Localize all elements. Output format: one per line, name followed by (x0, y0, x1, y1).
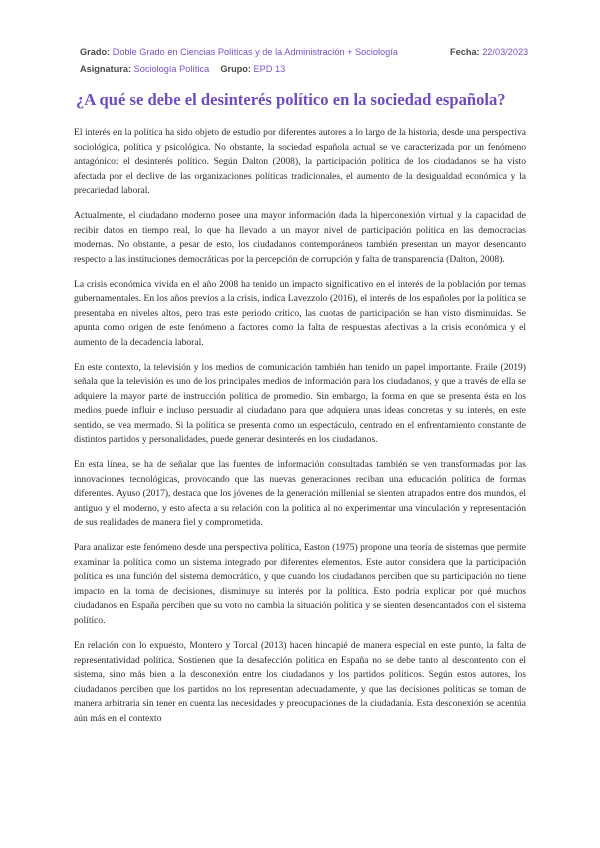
header-fecha (450, 46, 528, 58)
paragraph: El interés en la política ha sido objeto de estudio por diferentes autores a lo largo de la historia, desde una perspectiva sociológica, política y psicológica. No obstante, la sociedad española actual se ve caracterizada por un fenómeno antagónico: el desinterés político. Según Dalton (2008), la participación política de los ciudadanos se ha visto afectada por el declive de las organizaciones políticas tradicionales, el aumento de la desigualdad económica y la precariedad laboral. (74, 127, 526, 196)
paragraph: En esta línea, se ha de señalar que las fuentes de información consultadas también se ven transformadas por las innovaciones tecnológicas, provocando que las nuevas generaciones reciban una educación política de formas diferentes. Ayuso (2017), destaca que los jóvenes de la generación millenial se sienten atrapados entre dos mundos, el antiguo y el moderno, y esto afecta a su relación con la política al no experimentar una vinculación y representación de sus realidades de manera fiel y comprometida. (74, 459, 526, 529)
header-grado (80, 46, 398, 58)
paragraph: Actualmente, el ciudadano moderno posee una mayor información dada la hiperconexión virtual y la capacidad de recibir datos en tiempo real, lo que ha llevado a un mayor nivel de participación política en las democracias modernas. No obstante, a pesar de esto, los ciudadanos contemporáneos también presentan un mayor desencanto respecto a las instituciones democráticas por la percepción de corrupción y falta de transparencia (Dalton, 2008). (74, 210, 526, 265)
asignatura-value: Sociología Política (133, 64, 210, 74)
grado-label: Grado: (80, 47, 111, 57)
fecha-value: 22/03/2023 (482, 47, 529, 57)
paragraph: Para analizar este fenómeno desde una perspectiva política, Easton (1975) propone una teoría de sistemas que permite examinar la política como un sistema integrado por diferentes elementos. Este autor considera que la participación política es una función del sistema democrático, y que cuando los ciudadanos perciben que su participación no tiene impacto en la toma de decisiones, disminuye su interés por la política. Esto podría explicar por qué muchos ciudadanos en España perciben que su voto no cambia la situación política y se sienten desencantados con el sistema político. (74, 542, 526, 626)
fecha-label: Fecha: (450, 47, 480, 57)
grado-value: Doble Grado en Ciencias Políticas y de la Administración + Sociología (112, 47, 398, 57)
grupo-label: Grupo: (220, 64, 251, 74)
grupo-value: EPD 13 (253, 64, 286, 74)
document-title: ¿A qué se debe el desinterés político en la sociedad española? (76, 90, 506, 109)
asignatura-label: Asignatura: (80, 64, 132, 74)
document-body (74, 126, 526, 737)
paragraph: En este contexto, la televisión y los medios de comunicación también han tenido un papel importante. Fraile (2019) señala que la televisión es uno de los principales medios de información para los ciudadanos, y que a través de ella se adquiere la mayor parte de instrucción política de promedio. Sin embargo, la forma en que se presenta ésta en los medios puede influir e incluso persuadir al ciudadano para que adquiera unas ideas concretas y su interés, en este sentido, se vea mermado. Si la política se presenta como un espectáculo, centrado en el enfrentamiento constante de distintos partidos y personalidades, puede generar desinterés en los ciudadanos. (74, 361, 526, 446)
header-asignatura (80, 63, 285, 75)
paragraph: La crisis económica vivida en el año 2008 ha tenido un impacto significativo en el interés de la población por temas gubernamentales. En los años previos a la crisis, indica Lavezzolo (2016), el interés de los españoles por la política se presentaba en niveles altos, pero tras este periodo crítico, las cuotas de participación se han visto disminuidas. Se apunta como origen de este fenómeno a factores como la falta de respuestas afectivas a la crisis económica y el aumento de la decadencia laboral. (74, 278, 526, 348)
paragraph: En relación con lo expuesto, Montero y Torcal (2013) hacen hincapié de manera especial en este punto, la falta de representatividad política. Sostienen que la desafección política en España no se debe tanto al descontento con el sistema, sino más bien a la desconexión entre los ciudadanos y los partidos políticos. Según estos autores, los ciudadanos perciben que los partidos no los representan adecuadamente, y que las decisiones políticas se toman de manera arbitraria sin tener en cuenta las necesidades y preocupaciones de la ciudadanía. Esta desconexión se acentúa aún más en el contexto (74, 640, 526, 724)
